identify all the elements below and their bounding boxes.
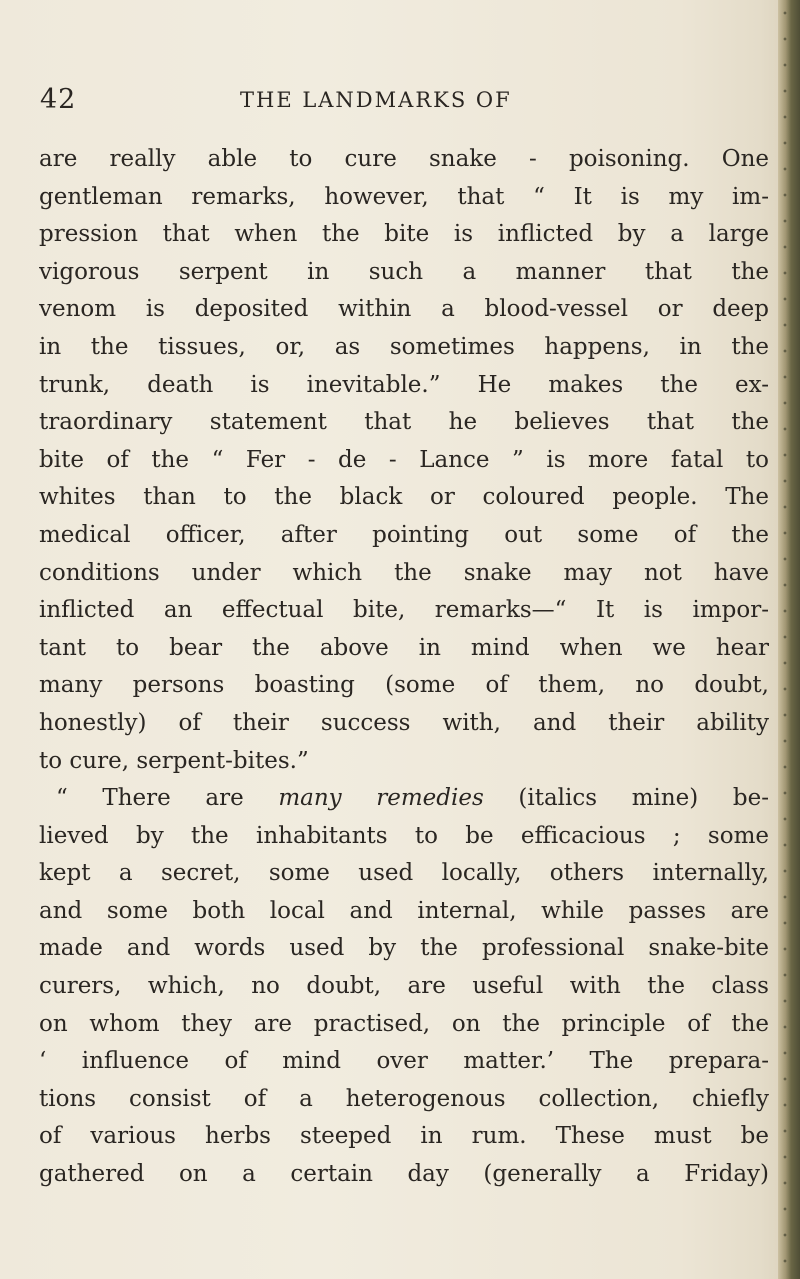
text-line: whites than to the black or coloured people. The: [39, 484, 769, 511]
text-line: venom is deposited within a blood-vessel or deep: [39, 296, 769, 323]
text-line: on whom they are practised, on the principle of the: [39, 1010, 769, 1037]
text-line: many persons boasting (some of them, no doubt,: [39, 672, 769, 699]
text-line: in the tissues, or, as sometimes happens, in the: [39, 333, 769, 360]
running-head: THE LANDMARKS OF: [240, 88, 512, 112]
text-line: are really able to cure snake - poisoning. One: [39, 146, 769, 172]
text-line: gentleman remarks, however, that “ It is my im-: [39, 183, 769, 210]
text-line: honestly) of their success with, and their ability: [39, 709, 769, 736]
quote-start-line: [39, 780, 769, 818]
text-line: vigorous serpent in such a manner that the: [39, 258, 769, 285]
text-line: pression that when the bite is inflicted by a large: [39, 221, 769, 248]
text-line: medical officer, after pointing out some of the: [39, 521, 769, 548]
text-line: traordinary statement that he believes that the: [39, 409, 769, 436]
text-line: curers, which, no doubt, are useful with the class: [39, 973, 769, 1000]
text-line: and some both local and internal, while passes are: [39, 897, 769, 924]
text-line: of various herbs steeped in rum. These must be: [39, 1123, 769, 1150]
page-number: 42: [40, 84, 77, 115]
quote-text-after: (italics mine) be-: [483, 785, 769, 812]
text-line: kept a secret, some used locally, others internally,: [39, 860, 769, 887]
paragraph-end-line: to cure, serpent-bites.”: [39, 747, 309, 774]
text-line: bite of the “ Fer - de - Lance ” is more fatal to: [39, 446, 769, 473]
text-line: inflicted an effectual bite, remarks—“ It is impor-: [39, 597, 769, 624]
text-line: lieved by the inhabitants to be efficacious ; some: [39, 822, 769, 849]
quote-text-before: “ There are: [56, 785, 279, 812]
page-header: [40, 80, 780, 120]
text-line: trunk, death is inevitable.” He makes the ex-: [39, 371, 769, 398]
text-line: gathered on a certain day (generally a Friday): [39, 1161, 769, 1188]
text-line: conditions under which the snake may not have: [39, 559, 769, 586]
text-line: tions consist of a heterogenous collection, chiefly: [39, 1085, 769, 1112]
spine-stitching: [782, 0, 788, 1279]
text-line: made and words used by the professional snake-bite: [39, 935, 769, 962]
italic-emphasis: many remedies: [278, 785, 484, 812]
text-line: tant to bear the above in mind when we hear: [39, 634, 769, 661]
text-line: ‘ influence of mind over matter.’ The prepara-: [39, 1048, 769, 1075]
body-text: [39, 141, 769, 1194]
